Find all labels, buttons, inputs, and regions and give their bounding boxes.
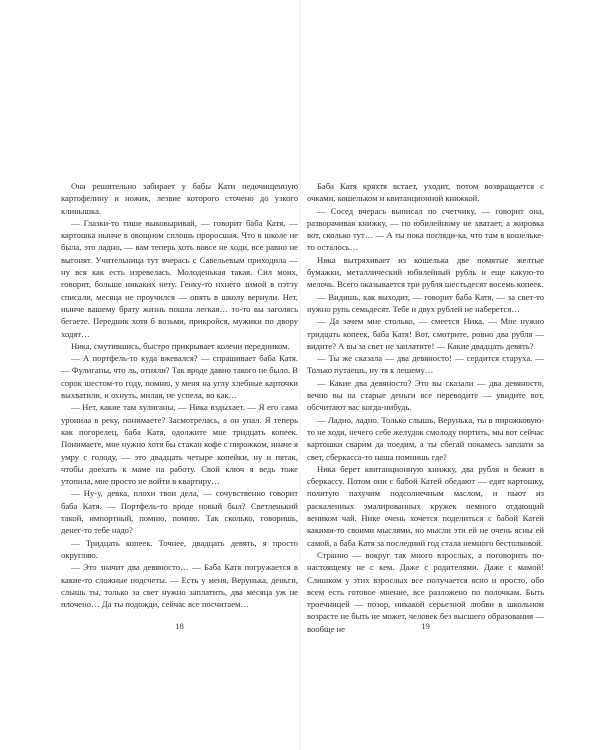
right-paragraph-2: — Сосед вчерась выписал по счетчику, — говорит она, разворачивая книжку, — по юбилейному не хватает, а жировка вот, сколько тут… — А ты пока погляди-ка, что там в кошельке-то осталось…	[307, 205, 544, 253]
right-paragraph-1: Баба Катя кряхтя встает, уходит, потом возвращается с очками, кошельком и квитанционной книжкой.	[307, 181, 544, 204]
right-paragraph-4: — Видишь, как выходит, — говорит баба Катя, — за свет-то нужно рупь семьдесят. Тебе и двух рублей не наберется…	[307, 291, 544, 314]
right-paragraph-3: Ника вытряхивает из кошелька две помятые желтые бумажки, металлический юбилейный рубль и еще какую-то мелочь. Всего оказывается три рубля шестьдесят восемь копеек.	[307, 254, 544, 290]
left-paragraph-7: — Тридцать копеек. Точнее, двадцать девять, я просто округляю.	[61, 537, 298, 560]
right-paragraph-9: Ника берет квитанционную книжку, два рубля и бежит в сберкассу. Потом они с бабой Катей обедают — едят картошку, политую пахучим подсолнечным маслом, и пьют из раскаленных эмалированных кружек немного отдающий веником чай. Нике очень хочется поделиться с бабой Катей какими-то своими мыслями, но мысли эти ей не очень ясны ей самой, а баба Катя за последний год стала немного бестолковой.	[307, 463, 544, 548]
right-paragraph-7: — Какие два девяносто? Это вы сказали — два девяносто, вечно вы на старые деньги все переводите — увидите вот, обсчитают вас когда-нибудь.	[307, 377, 544, 413]
right-page	[307, 180, 544, 635]
left-page-number: 18	[175, 621, 184, 631]
right-paragraph-10: Странно — вокруг так много взрослых, а поговорить по-настоящему не с кем. Даже с родителями. Даже с мамой! Слишком у этих взрослых все получается ясно и просто, обо всем есть готовое мнение, все разложено по полочкам. Быть троечницей — позор, никакой серьезной любви в школьном возрасте не быть не может, человек без высшего образования — вообще не	[307, 549, 544, 634]
left-paragraph-5: — Нет, какие там хулиганы, — Ника вздыхает. — Я его сама уронила в реку, понимаете? Засмотрелась, а он упал. Я теперь как погорелец, баба Катя, одолжите мне тридцать копеек. Понимаете, мне нужно хотя бы стакан кофе с пирожком, иначе я умру с голоду, — это двадцать четыре копейки, ну и пятак, чтобы доехать к маме на работу. Свой ключ я ведь тоже утопила, мне просто не войти в квартиру…	[61, 402, 298, 487]
left-paragraph-3: Ника, смутившись, быстро прикрывает колени передником.	[71, 340, 290, 351]
book-gutter	[299, 0, 301, 750]
left-paragraph-4: — А портфель-то куда вжевался? — спрашивает баба Катя. — Фулиганы, что ль, отняли? Так вроде давно такого не было. В сорок шестом-то году, помню, у меня на углу хлебные карточки выхватили, и охнуть, милая, не успела, во как…	[61, 353, 298, 401]
left-paragraph-1: Она решительно забирает у бабы Кати недочищенную картофелину и ножик, лезвие которого сточено до узкого клинышка.	[61, 181, 298, 216]
right-paragraph-6: — Ты же сказала — два девяносто! — сердится старуха. — Только путаешь, ну тя к лешему…	[307, 353, 544, 376]
left-paragraph-8: — Это значит два девяносто… — Баба Катя погружается в какие-то сложные подсчеты. — Есть у меня, Верунька, деньги, слышь ты, только за свет нужно заплатить, два месяца уж не плочено… Да ты подожди, сейчас все посчитаем…	[61, 562, 298, 610]
right-paragraph-8: — Ладно, ладно. Только слышь, Верунька, ты в пирожковую-то не ходи, нечего себе желудок смолоду портить, мы вот сейчас картошки сварим да поедим, а ты сбегай покамесь заплати за свет, сберкасса-то наша помнишь где?	[307, 414, 544, 462]
left-paragraph-6: — Ну-у, девка, плохи твои дела, — сочувственно говорит баба Катя. — Портфель-то вроде новый был? Светленький такой, импортный, помню, помню. Так сколько, говоришь, денег-то тебе надо?	[61, 488, 298, 536]
left-paragraph-2: — Глазки-то тише выковыривай, — говорит баба Катя, — картошка нынче в овощном сплошь проросшая. Что в школе не была, это ладно, — вам теперь хоть вовсе не ходи, все равно не выгонят. Учительница тут вчерась с Савельевым приходила — ну вся как есть изревелась. Молоденькая такая. Сил моих, говорит, больше никаких нету. Генку-то нхнего зимой в пэтэу списали, месяца не проучился — опять в школу вернули. Нет, нынче вашему брату жизнь пошла легкая… то-то вы заголясь бегаете. Передник хотя б возьми, прикройся, мужики по двору ходят…	[61, 217, 298, 339]
right-page-number: 19	[421, 621, 430, 631]
left-page	[61, 180, 298, 610]
right-paragraph-5: — Да зачем мне столько, — смеется Ника. — Мне нужно тридцать копеек, баба Катя! Вот, смотрите, ровно два рубля — видите? А вы за свет не заплатите! — Какие двадцать девять?	[307, 316, 544, 351]
